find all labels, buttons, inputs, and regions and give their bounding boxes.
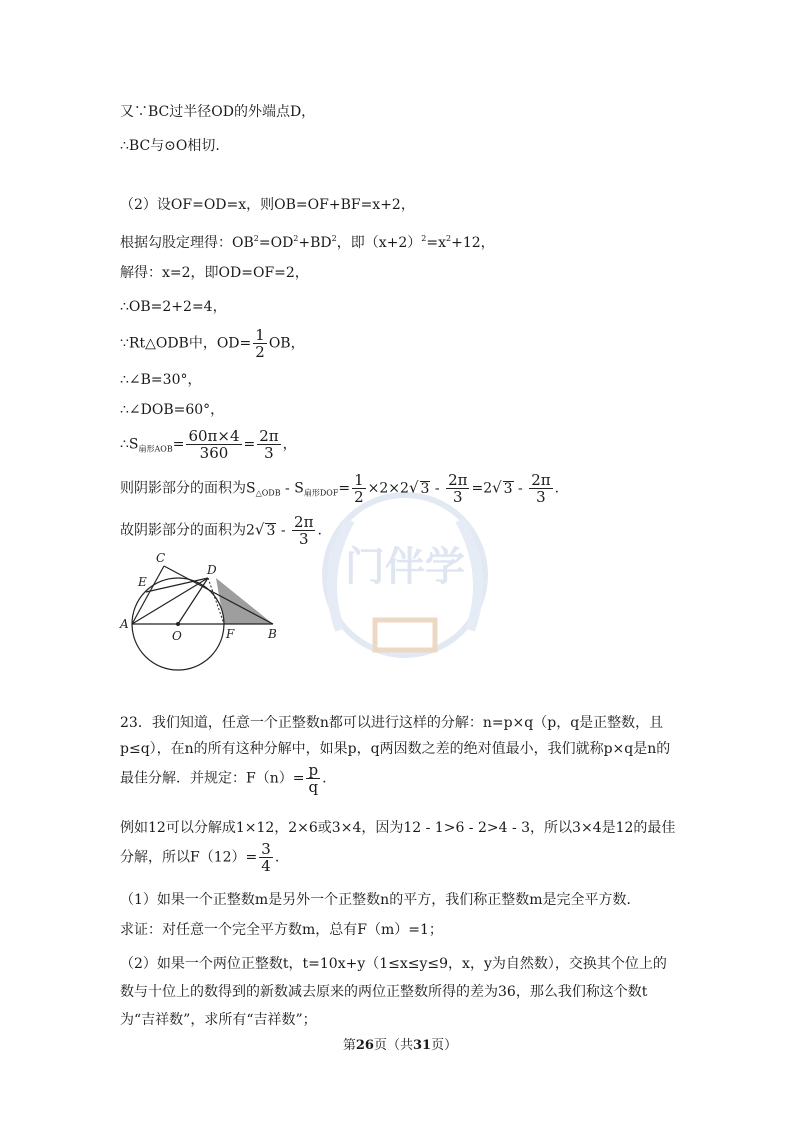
text-line: （2）设OF=OD=x，则OB=OF+BF=x+2， bbox=[120, 197, 415, 213]
text-line: 则阴影部分的面积为$S_{\triangle ODB} - S_{扇形DOF}=$ $\frac{1}{2}$ ×2×2√ 3 - $\frac{2\pi}{3}$ =2√ 3 - $\frac{2\pi}{3}$ . bbox=[120, 471, 560, 506]
label-e: E bbox=[138, 575, 147, 589]
text-line: ∵Rt△ODB中，OD= $\frac{1}{2}$ OB， bbox=[120, 326, 305, 361]
text-line: 求证：对任意一个完全平方数m，总有F（m）=1； bbox=[120, 922, 443, 938]
text-line: 根据勾股定理得：$OB^2=OD^2+BD^2$，即$(x+2)^2=x^2+12$， bbox=[120, 234, 495, 251]
text-line: ∴OB=2+2=4， bbox=[120, 299, 227, 315]
text-line: （1）如果一个正整数m是另外一个正整数n的平方，我们称正整数m是完全平方数． bbox=[120, 892, 641, 908]
watermark-text: 门伴学 bbox=[345, 544, 465, 590]
text-line: $\therefore S_{扇形AOB}=$ $\frac{60\pi\times 4}{360}$ = $\frac{2\pi}{3}$ ， bbox=[120, 427, 297, 462]
label-b: B bbox=[268, 627, 277, 641]
label-d: D bbox=[207, 563, 217, 577]
page-footer: 第26页（共31页） bbox=[342, 1038, 458, 1053]
text-line: ∴∠B=30°， bbox=[120, 372, 202, 388]
text-line: ∴∠DOB=60°， bbox=[120, 402, 225, 418]
fraction: $\frac{2\pi}{3}$ bbox=[294, 513, 314, 548]
fraction: $\frac{2\pi}{3}$ bbox=[259, 427, 279, 462]
label-c: C bbox=[156, 551, 166, 565]
text-line: 例如12可以分解成1×12，2×6或3×4，因为12 - 1>6 - 2>4 - 3，所以3×4是12的最佳分解，所以F（12）= $\frac{3}{4}$ . bbox=[120, 820, 676, 875]
label-f: F bbox=[226, 627, 235, 641]
question-23: 23．我们知道，任意一个正整数n都可以进行这样的分解：n=p×q（p，q是正整数，且p≤q），在n的所有这种分解中，如果p，q两因数之差的绝对值最小，我们就称p×q是n的最佳分解．并规定：F（n）= $\frac{p}{q}$ . bbox=[120, 715, 671, 796]
label-o: O bbox=[172, 629, 182, 643]
text-line: （2）如果一个两位正整数t，t=10x+y（1≤x≤y≤9，x，y为自然数），交换其个位上的数与十位上的数得到的新数减去原来的两位正整数所得的差为36，那么我们称这个数t为“吉祥数”，求所有“吉祥数”； bbox=[120, 956, 667, 1028]
fraction: $\frac{2\pi}{3}$ bbox=[448, 471, 468, 506]
text-line: 解得：x=2，即OD=OF=2， bbox=[120, 265, 309, 281]
geometry-figure bbox=[118, 548, 293, 673]
text-line: 又∵BC过半径OD的外端点D， bbox=[120, 104, 316, 120]
fraction: $\frac{p}{q}$ bbox=[308, 761, 319, 796]
fraction: $\frac{60\pi\times 4}{360}$ bbox=[188, 427, 240, 462]
fraction: $\frac{1}{2}$ bbox=[354, 471, 364, 506]
fraction: $\frac{3}{4}$ bbox=[261, 840, 271, 875]
fraction: $\frac{1}{2}$ bbox=[255, 326, 265, 361]
label-a: A bbox=[120, 617, 129, 631]
watermark-logo bbox=[300, 480, 510, 690]
fraction: $\frac{2\pi}{3}$ bbox=[531, 471, 551, 506]
text-line: 故阴影部分的面积为2√ 3 - $\frac{2\pi}{3}$ . bbox=[120, 513, 322, 548]
shaded-region bbox=[216, 578, 273, 624]
text-line: ∴BC与⊙O相切. bbox=[120, 138, 220, 154]
